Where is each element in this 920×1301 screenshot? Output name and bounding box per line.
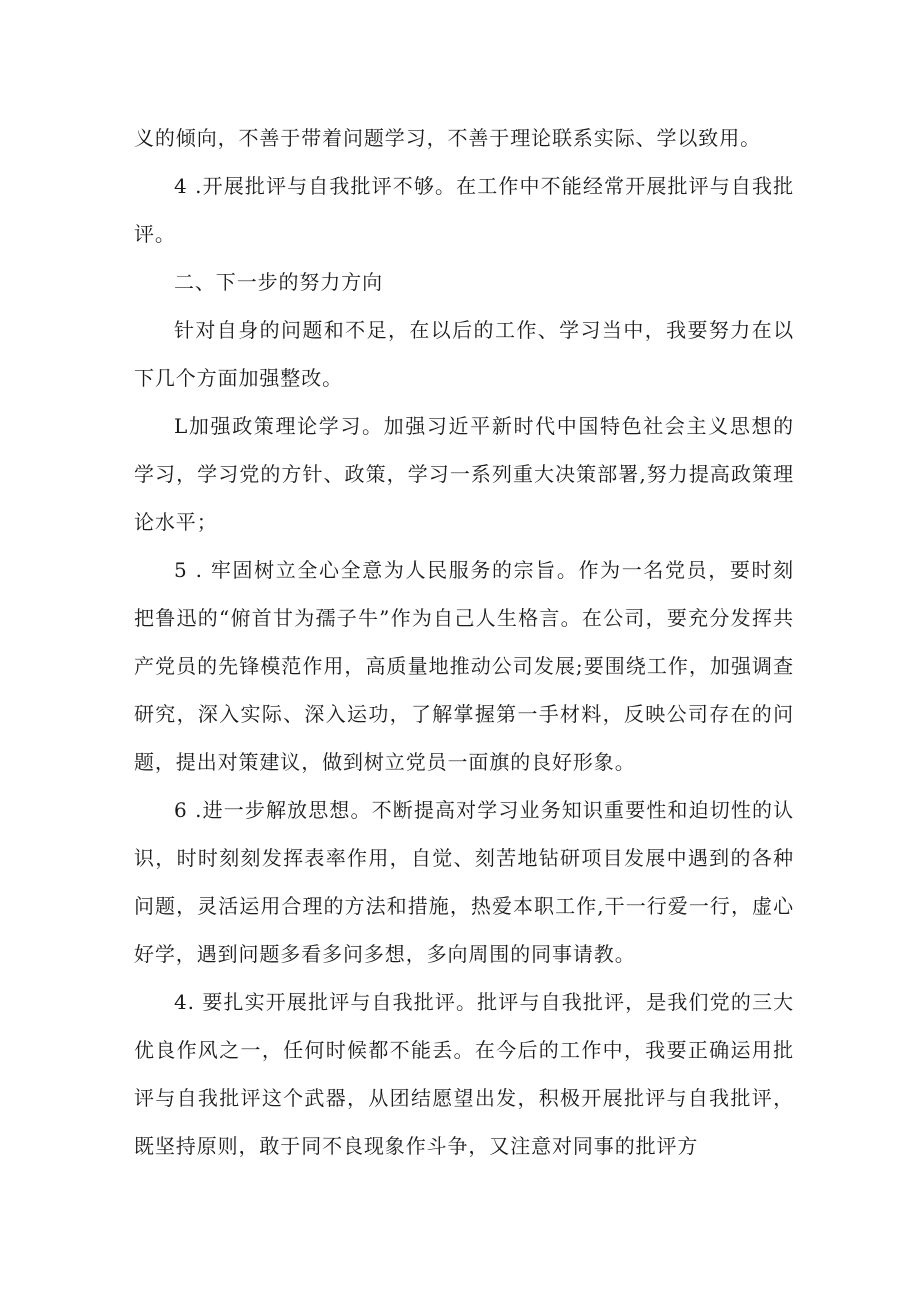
paragraph-continuation: 义的倾向，不善于带着问题学习，不善于理论联系实际、学以致用。 (134, 126, 761, 150)
paragraph-item-6-thinking: 6 .进一步解放思想。不断提高对学习业务知识重要性和迫切性的认识，时时刻刻发挥表率作用，自觉、刻苦地钻研项目发展中遇到的各种问题，灵活运用合理的方法和措施，热爱本职工作,干一行爱一行，虚心好学，遇到问题多看多问多想，多向周围的同事请教。 (134, 798, 794, 966)
paragraph-item-4-criticism: 4 .开展批评与自我批评不够。在工作中不能经常开展批评与自我批评。 (134, 174, 794, 246)
paragraph-item-1-theory: L加强政策理论学习。加强习近平新时代中国特色社会主义思想的学习，学习党的方针、政策，学习一系列重大决策部署,努力提高政策理论水平； (134, 414, 794, 534)
section-heading: 二、下一步的努力方向 (174, 270, 383, 294)
paragraph-item-5-service: 5 . 牢固树立全心全意为人民服务的宗旨。作为一名党员，要时刻把鲁迅的“俯首甘为孺子牛”作为自己人生格言。在公司，要充分发挥共产党员的先锋模范作用，高质量地推动公司发展;要围绕工作，加强调查研究，深入实际、深入运功，了解掌握第一手材料，反映公司存在的问题，提出对策建议，做到树立党员一面旗的良好形象。 (134, 558, 794, 774)
document-body (134, 114, 794, 1170)
paragraph-item-4-self-criticism: 4. 要扎实开展批评与自我批评。批评与自我批评，是我们党的三大优良作风之一，任何时候都不能丢。在今后的工作中，我要正确运用批评与自我批评这个武器，从团结愿望出发，积极开展批评与自我批评，既坚持原则，敢于同不良现象作斗争，又注意对同事的批评方 (134, 990, 794, 1158)
paragraph-intro: 针对自身的问题和不足，在以后的工作、学习当中，我要努力在以下几个方面加强整改。 (134, 318, 794, 390)
